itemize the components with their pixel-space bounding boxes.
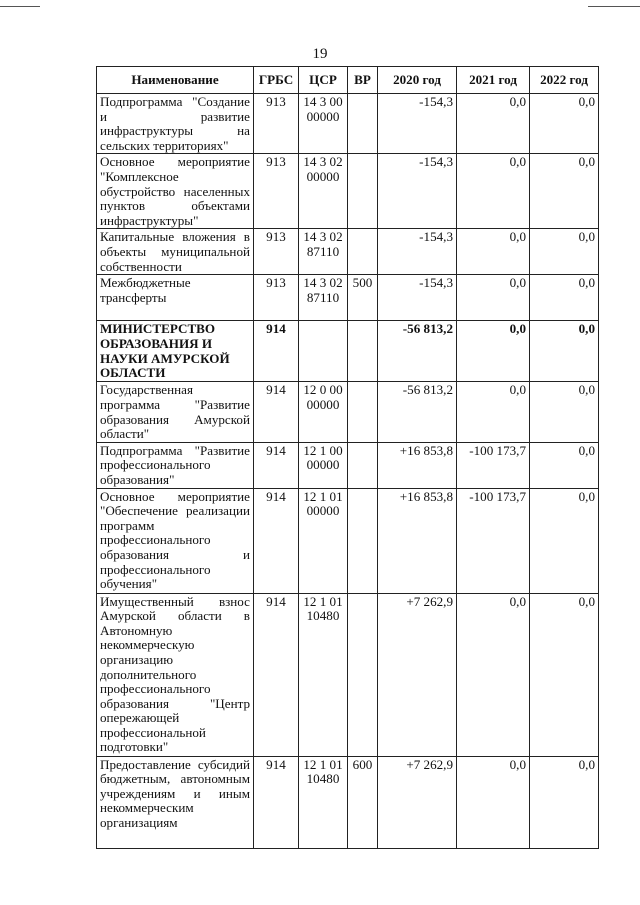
cell-grbs: 914 bbox=[254, 382, 299, 442]
cell-2021: 0,0 bbox=[457, 321, 530, 382]
table-row bbox=[97, 488, 599, 593]
cell-name: Подпрограмма "Развитие профессионального образования" bbox=[97, 442, 254, 488]
cell-vr bbox=[348, 488, 378, 593]
cell-vr bbox=[348, 593, 378, 756]
cell-2020: -154,3 bbox=[378, 154, 457, 229]
table-row bbox=[97, 442, 599, 488]
cell-2020: -56 813,2 bbox=[378, 382, 457, 442]
cell-grbs: 913 bbox=[254, 154, 299, 229]
cell-2022: 0,0 bbox=[530, 229, 599, 275]
cell-vr: 600 bbox=[348, 756, 378, 848]
cell-2022: 0,0 bbox=[530, 488, 599, 593]
cell-grbs: 913 bbox=[254, 275, 299, 321]
budget-table bbox=[96, 66, 599, 849]
table-row bbox=[97, 756, 599, 848]
table-row bbox=[97, 593, 599, 756]
top-rule-left bbox=[0, 6, 40, 7]
cell-2022: 0,0 bbox=[530, 593, 599, 756]
header-2021: 2021 год bbox=[457, 67, 530, 94]
cell-vr bbox=[348, 154, 378, 229]
cell-name: Имущественный взнос Амурской области в Автономную некоммерческую организацию дополнительного профессионального образования "Центр опережающей профессиональной подготовки" bbox=[97, 593, 254, 756]
cell-name: Межбюджетные трансферты bbox=[97, 275, 254, 321]
header-csr: ЦСР bbox=[299, 67, 348, 94]
cell-2022: 0,0 bbox=[530, 321, 599, 382]
cell-2020: -154,3 bbox=[378, 275, 457, 321]
cell-2021: 0,0 bbox=[457, 382, 530, 442]
cell-name: Капитальные вложения в объекты муниципальной собственности bbox=[97, 229, 254, 275]
cell-2021: 0,0 bbox=[457, 94, 530, 154]
cell-2021: 0,0 bbox=[457, 229, 530, 275]
cell-name: Государственная программа "Развитие образования Амурской области" bbox=[97, 382, 254, 442]
cell-csr: 14 3 02 00000 bbox=[299, 154, 348, 229]
table-row bbox=[97, 154, 599, 229]
cell-2021: 0,0 bbox=[457, 756, 530, 848]
cell-2022: 0,0 bbox=[530, 442, 599, 488]
cell-vr bbox=[348, 442, 378, 488]
cell-2020: +7 262,9 bbox=[378, 756, 457, 848]
table-row bbox=[97, 94, 599, 154]
cell-csr: 12 1 01 10480 bbox=[299, 756, 348, 848]
cell-2022: 0,0 bbox=[530, 382, 599, 442]
table-row bbox=[97, 382, 599, 442]
header-grbs: ГРБС bbox=[254, 67, 299, 94]
cell-csr: 14 3 02 87110 bbox=[299, 275, 348, 321]
table-row-ministry bbox=[97, 321, 599, 382]
cell-2021: -100 173,7 bbox=[457, 442, 530, 488]
cell-name: Основное мероприятие "Комплексное обустройство населенных пунктов объектами инфраструктуры" bbox=[97, 154, 254, 229]
header-vr: ВР bbox=[348, 67, 378, 94]
cell-vr bbox=[348, 382, 378, 442]
cell-2020: +16 853,8 bbox=[378, 442, 457, 488]
cell-name: Предоставление субсидий бюджетным, автономным учреждениям и иным некоммерческим организациям bbox=[97, 756, 254, 848]
cell-vr: 500 bbox=[348, 275, 378, 321]
cell-2020: +7 262,9 bbox=[378, 593, 457, 756]
cell-2021: -100 173,7 bbox=[457, 488, 530, 593]
cell-2020: -154,3 bbox=[378, 94, 457, 154]
cell-csr: 12 1 00 00000 bbox=[299, 442, 348, 488]
cell-2021: 0,0 bbox=[457, 275, 530, 321]
cell-vr bbox=[348, 229, 378, 275]
cell-grbs: 914 bbox=[254, 756, 299, 848]
cell-name: Основное мероприятие "Обеспечение реализации программ профессионального образования и профессионального обучения" bbox=[97, 488, 254, 593]
cell-csr bbox=[299, 321, 348, 382]
cell-grbs: 913 bbox=[254, 229, 299, 275]
cell-2022: 0,0 bbox=[530, 756, 599, 848]
cell-grbs: 913 bbox=[254, 94, 299, 154]
header-2022: 2022 год bbox=[530, 67, 599, 94]
cell-grbs: 914 bbox=[254, 442, 299, 488]
cell-2022: 0,0 bbox=[530, 275, 599, 321]
cell-vr bbox=[348, 94, 378, 154]
cell-2021: 0,0 bbox=[457, 154, 530, 229]
cell-2021: 0,0 bbox=[457, 593, 530, 756]
cell-2022: 0,0 bbox=[530, 154, 599, 229]
table-header-row bbox=[97, 67, 599, 94]
header-2020: 2020 год bbox=[378, 67, 457, 94]
cell-2020: +16 853,8 bbox=[378, 488, 457, 593]
cell-csr: 14 3 00 00000 bbox=[299, 94, 348, 154]
cell-vr bbox=[348, 321, 378, 382]
cell-name: Подпрограмма "Создание и развитие инфраструктуры на сельских территориях" bbox=[97, 94, 254, 154]
cell-2020: -154,3 bbox=[378, 229, 457, 275]
cell-csr: 12 0 00 00000 bbox=[299, 382, 348, 442]
top-rule-right bbox=[588, 6, 640, 7]
cell-name: МИНИСТЕРСТВО ОБРАЗОВАНИЯ И НАУКИ АМУРСКОЙ ОБЛАСТИ bbox=[97, 321, 254, 382]
cell-2020: -56 813,2 bbox=[378, 321, 457, 382]
cell-grbs: 914 bbox=[254, 321, 299, 382]
table-row bbox=[97, 275, 599, 321]
table-row bbox=[97, 229, 599, 275]
cell-grbs: 914 bbox=[254, 488, 299, 593]
cell-csr: 14 3 02 87110 bbox=[299, 229, 348, 275]
cell-csr: 12 1 01 10480 bbox=[299, 593, 348, 756]
header-name: Наименование bbox=[97, 67, 254, 94]
cell-grbs: 914 bbox=[254, 593, 299, 756]
cell-2022: 0,0 bbox=[530, 94, 599, 154]
page-number: 19 bbox=[312, 46, 328, 62]
cell-csr: 12 1 01 00000 bbox=[299, 488, 348, 593]
